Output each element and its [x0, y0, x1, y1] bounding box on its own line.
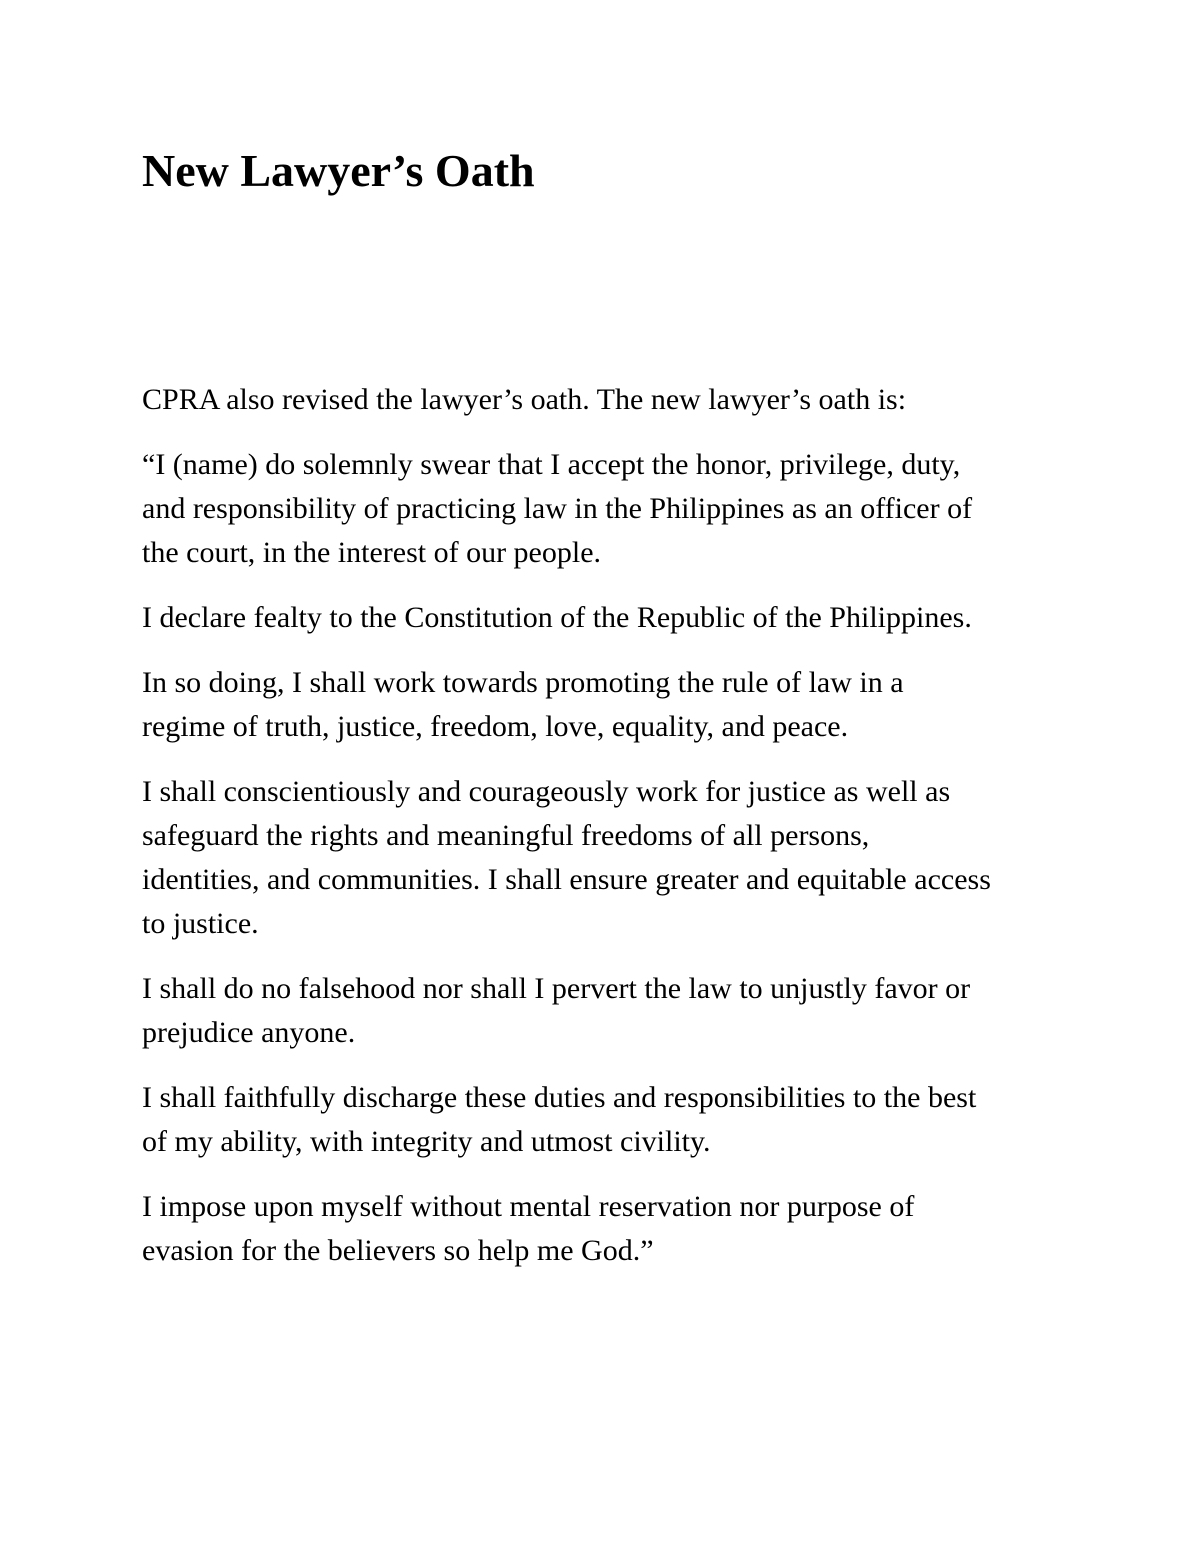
paragraph-no-falsehood	[142, 967, 1072, 1055]
text-line: I declare fealty to the Constitution of the Republic of the Philippines.	[142, 601, 972, 634]
text-line: In so doing, I shall work towards promoting the rule of law in a	[142, 666, 904, 699]
text-line: I shall faithfully discharge these duties and responsibilities to the best	[142, 1081, 977, 1114]
text-line: regime of truth, justice, freedom, love, equality, and peace.	[142, 710, 849, 743]
text-line: I shall conscientiously and courageously work for justice as well as	[142, 775, 951, 808]
paragraph-rule-of-law	[142, 661, 1072, 749]
paragraph-intro	[142, 378, 1072, 422]
paragraph-oath-opening	[142, 443, 1072, 575]
text-line: the court, in the interest of our people.	[142, 536, 602, 569]
text-line: to justice.	[142, 907, 259, 940]
paragraph-justice	[142, 770, 1072, 946]
text-line: identities, and communities. I shall ensure greater and equitable access	[142, 863, 991, 896]
text-line: of my ability, with integrity and utmost civility.	[142, 1125, 711, 1158]
paragraph-fealty	[142, 596, 1072, 640]
text-line: prejudice anyone.	[142, 1016, 356, 1049]
paragraph-duties	[142, 1076, 1072, 1164]
text-line: “I (name) do solemnly swear that I accept the honor, privilege, duty,	[142, 448, 961, 481]
text-line: CPRA also revised the lawyer’s oath. The new lawyer’s oath is:	[142, 383, 907, 416]
text-line: safeguard the rights and meaningful freedoms of all persons,	[142, 819, 870, 852]
document-body	[142, 378, 1072, 1294]
text-line: I shall do no falsehood nor shall I pervert the law to unjustly favor or	[142, 972, 971, 1005]
document-title: New Lawyer’s Oath	[142, 145, 535, 196]
text-line: and responsibility of practicing law in the Philippines as an officer of	[142, 492, 973, 525]
text-line: I impose upon myself without mental reservation nor purpose of	[142, 1190, 915, 1223]
paragraph-closing	[142, 1185, 1072, 1273]
text-line: evasion for the believers so help me God.”	[142, 1234, 654, 1267]
